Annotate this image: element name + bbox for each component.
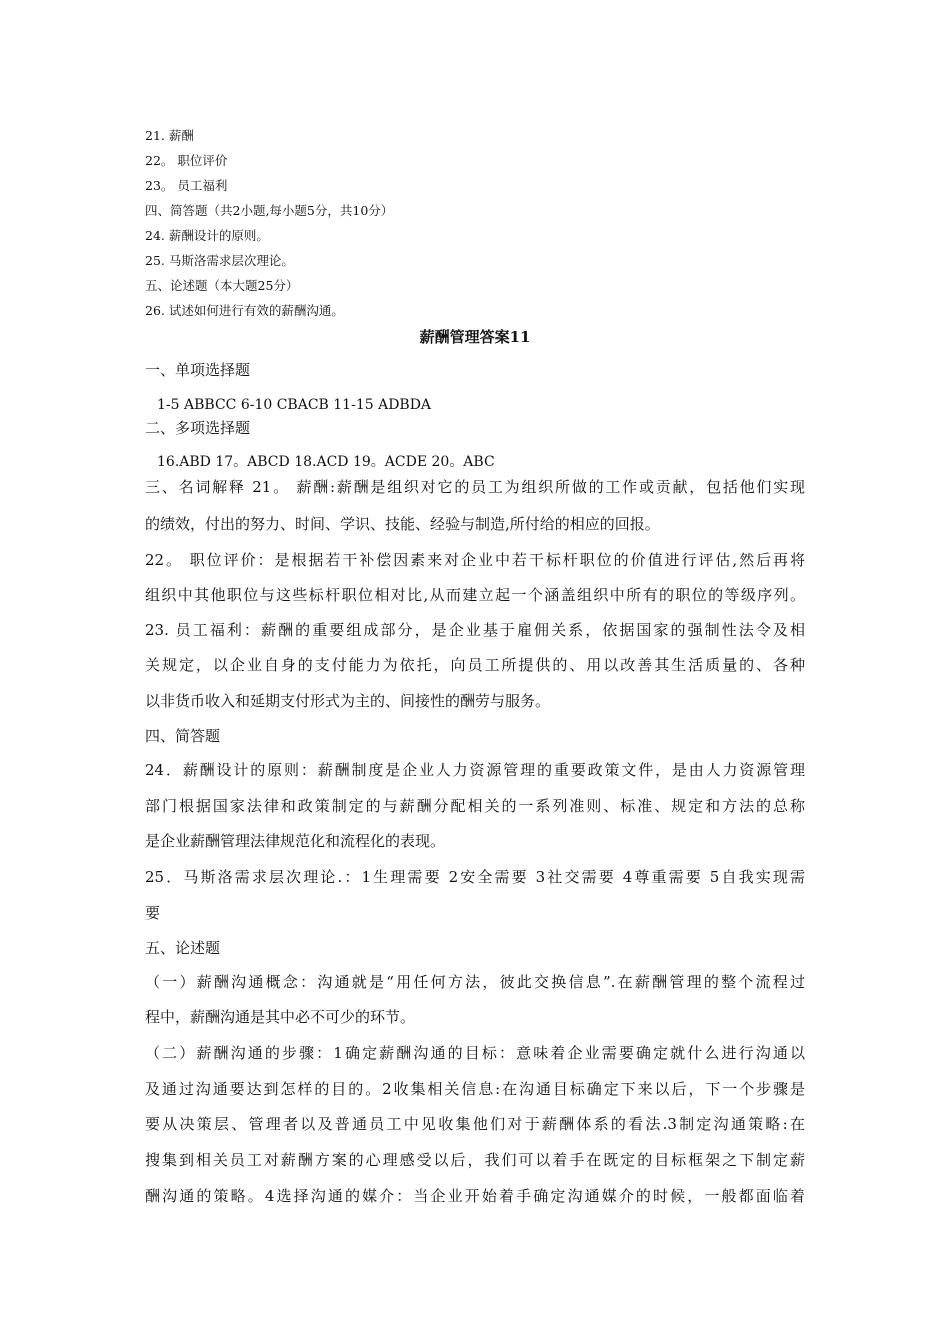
definition-line: 组织中其他职位与这些标杆职位相对比,从而建立起一个涵盖组织中所有的职位的等级序列。 xyxy=(145,586,805,604)
essay-heading: 五、论述题 xyxy=(145,939,221,957)
multi-choice-answers: 16.ABD 17。ABCD 18.ACD 19。ACDE 20。ABC xyxy=(157,454,495,470)
short-answer-line: 要 xyxy=(145,904,161,922)
short-answer-line: 部门根据国家法律和政策制定的与薪酬分配相关的一系列准则、标准、规定和方法的总称 xyxy=(145,797,805,815)
answer-title: 薪酬管理答案11 xyxy=(419,328,531,346)
essay-line: （二）薪酬沟通的步骤：1确定薪酬沟通的目标：意味着企业需要确定就什么进行沟通以 xyxy=(145,1044,805,1062)
short-answer-line: 是企业薪酬管理法律规范化和流程化的表现。 xyxy=(145,832,446,850)
question-22: 22。 职位评价 xyxy=(145,153,228,168)
definition-line: 以非货币收入和延期支付形式为主的、间接性的酬劳与服务。 xyxy=(145,692,551,710)
question-21: 21. 薪酬 xyxy=(145,128,194,143)
definition-line: 23. 员工福利：薪酬的重要组成部分，是企业基于雇佣关系，依据国家的强制性法令及相 xyxy=(145,621,805,639)
essay-line: 要从决策层、管理者以及普通员工中见收集他们对于薪酬体系的看法.3制定沟通策略:在 xyxy=(145,1115,805,1133)
single-choice-heading: 一、单项选择题 xyxy=(145,361,251,379)
question-24: 24. 薪酬设计的原则。 xyxy=(145,228,269,243)
essay-line: （一）薪酬沟通概念：沟通就是“用任何方法，彼此交换信息”.在薪酬管理的整个流程过 xyxy=(145,973,805,991)
definition-line: 关规定，以企业自身的支付能力为依托，向员工所提供的、用以改善其生活质量的、各种 xyxy=(145,656,805,674)
essay-line: 及通过沟通要达到怎样的目的。2收集相关信息:在沟通目标确定下来以后，下一个步骤是 xyxy=(145,1080,805,1098)
short-answer-line: 25．马斯洛需求层次理论.：1生理需要 2安全需要 3社交需要 4尊重需要 5自我实现需 xyxy=(145,868,805,886)
question-25: 25. 马斯洛需求层次理论。 xyxy=(145,253,294,268)
short-answer-line: 24．薪酬设计的原则：薪酬制度是企业人力资源管理的重要政策文件，是由人力资源管理 xyxy=(145,761,805,779)
essay-line: 搜集到相关员工对薪酬方案的心理感受以后，我们可以着手在既定的目标框架之下制定薪 xyxy=(145,1151,805,1169)
definition-line: 22。 职位评价：是根据若干补偿因素来对企业中若干标杆职位的价值进行评估,然后再将 xyxy=(145,551,805,569)
section-4-heading-question: 四、简答题（共2小题,每小题5分，共10分） xyxy=(145,203,394,218)
question-23: 23。 员工福利 xyxy=(145,178,228,193)
definition-line: 三、名词解释 21。 薪酬:薪酬是组织对它的员工为组织所做的工作或贡献，包括他们实现 xyxy=(145,478,805,496)
section-5-heading-question: 五、论述题（本大题25分） xyxy=(145,278,299,293)
single-choice-answers: 1-5 ABBCC 6-10 CBACB 11-15 ADBDA xyxy=(157,397,432,413)
essay-line: 程中，薪酬沟通是其中必不可少的环节。 xyxy=(145,1008,416,1026)
question-26: 26. 试述如何进行有效的薪酬沟通。 xyxy=(145,303,344,318)
essay-line: 酬沟通的策略。4选择沟通的媒介：当企业开始着手确定沟通媒介的时候，一般都面临着 xyxy=(145,1187,805,1205)
definition-line: 的绩效，付出的努力、时间、学识、技能、经验与制造,所付给的相应的回报。 xyxy=(145,515,660,533)
multi-choice-heading: 二、多项选择题 xyxy=(145,419,251,437)
short-answer-heading: 四、简答题 xyxy=(145,727,221,745)
